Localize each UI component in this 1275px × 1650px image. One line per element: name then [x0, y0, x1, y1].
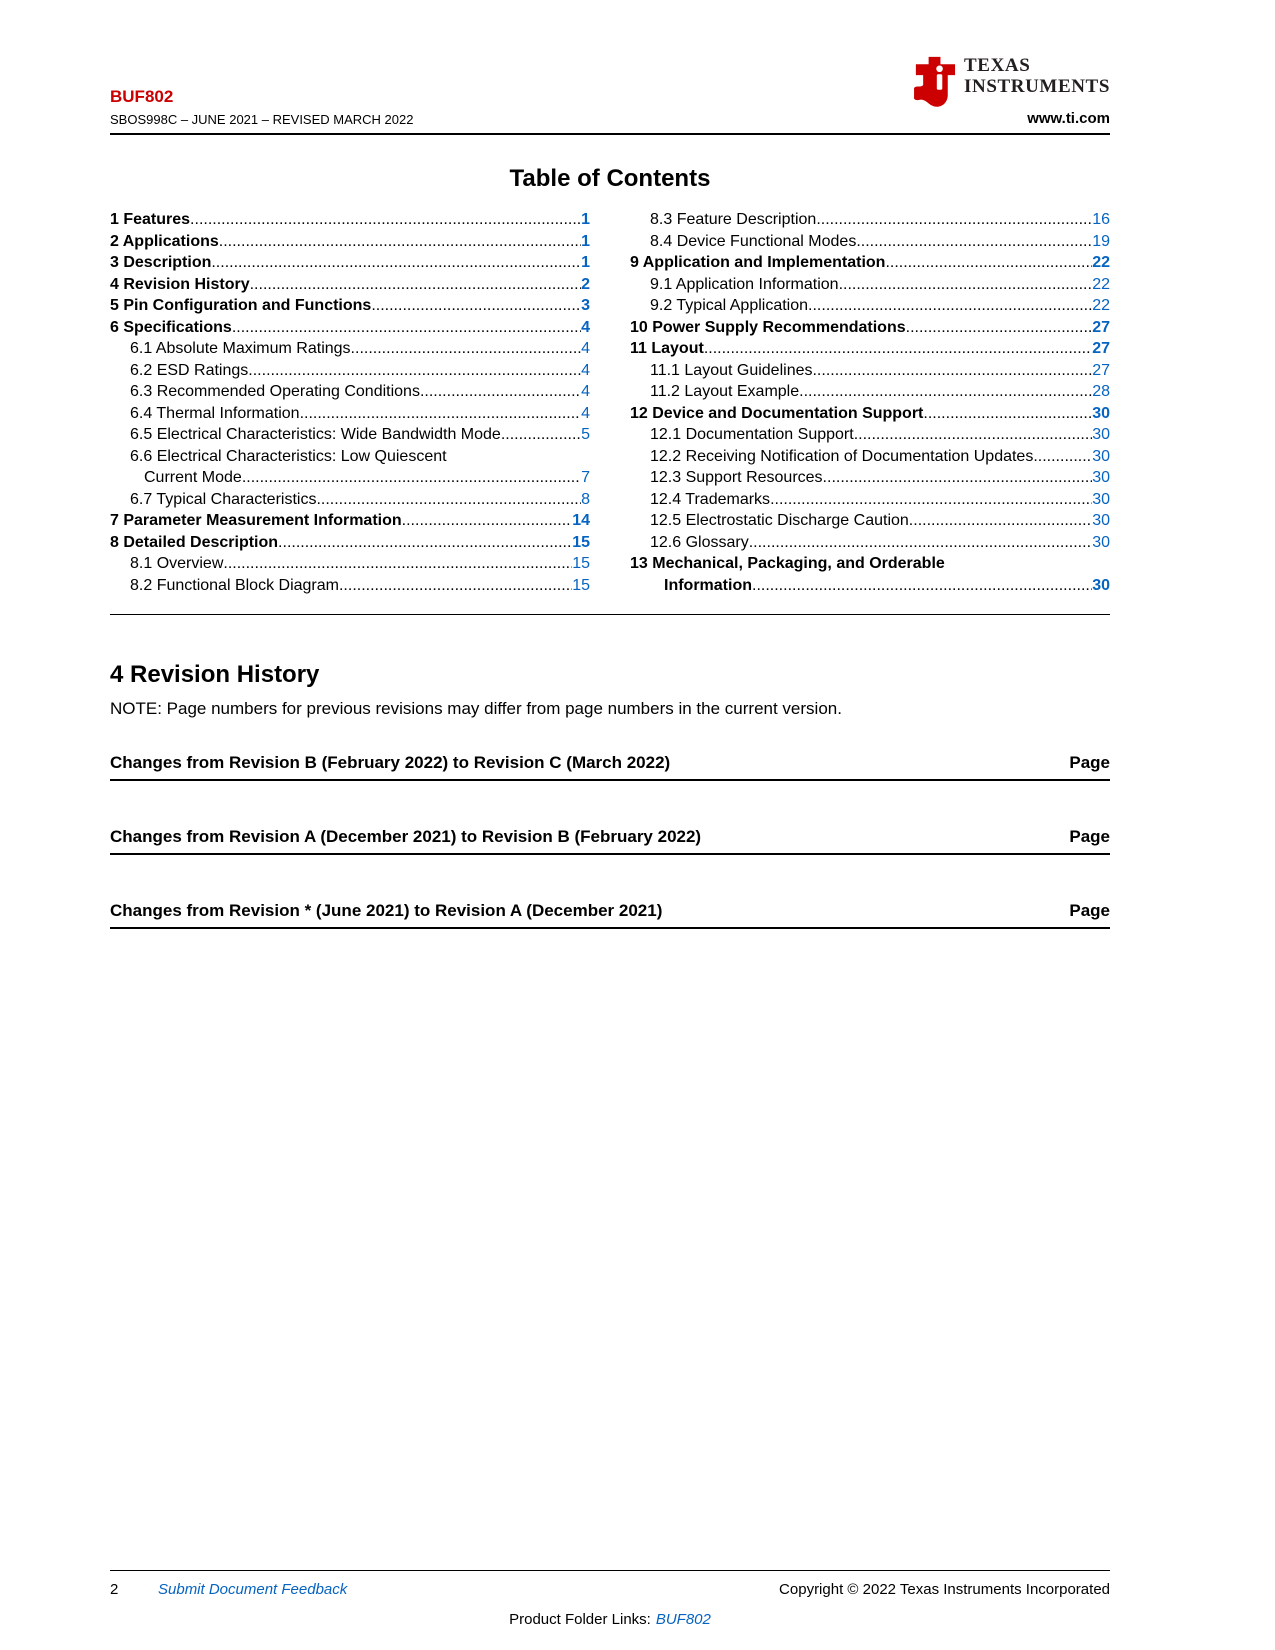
toc-page-link[interactable]: 15: [572, 533, 590, 551]
leader-dots: [749, 532, 1092, 554]
toc-page-link[interactable]: 1: [581, 232, 590, 250]
toc-entry: [630, 381, 1110, 403]
toc-page-link[interactable]: 30: [1092, 490, 1110, 508]
toc-page-link[interactable]: 4: [581, 361, 590, 379]
doc-code: SBOS998C – JUNE 2021 – REVISED MARCH 2022: [110, 112, 414, 127]
header-left: [110, 87, 413, 127]
toc-entry: [110, 381, 590, 403]
leader-dots: [808, 295, 1092, 317]
toc-entry: [110, 403, 590, 425]
toc-entry-title: 11 Layout: [630, 340, 704, 357]
toc-entry-title: 12.5 Electrostatic Discharge Caution: [650, 512, 909, 529]
toc-page-link[interactable]: 22: [1092, 254, 1110, 271]
ti-wordmark-instruments: INSTRUMENTS: [964, 75, 1110, 97]
toc-entry-title: 12.4 Trademarks: [650, 490, 771, 508]
toc-page-link[interactable]: 7: [581, 469, 590, 486]
page-column-label: Page: [1069, 753, 1110, 772]
toc-page-link[interactable]: 14: [572, 512, 590, 529]
toc-entry-title: 12.6 Glossary: [650, 533, 749, 551]
toc-page-link[interactable]: 22: [1092, 297, 1110, 314]
leader-dots: [799, 381, 1092, 403]
toc-entry: [110, 489, 590, 511]
toc-page-link[interactable]: 19: [1092, 232, 1110, 250]
toc-entry: [110, 252, 590, 274]
toc-page-link[interactable]: 16: [1092, 211, 1110, 228]
toc-entry-title: 6.5 Electrical Characteristics: Wide Bandwidth Mode: [130, 426, 501, 443]
revision-heading-row: [110, 827, 1110, 855]
toc-entry: [110, 510, 590, 532]
leader-dots: [501, 424, 581, 446]
toc-page-link[interactable]: 1: [581, 211, 590, 228]
leader-dots: [339, 575, 572, 597]
toc-page-link[interactable]: 22: [1092, 275, 1110, 293]
toc-page-link[interactable]: 30: [1092, 469, 1110, 486]
toc-page-link[interactable]: 4: [581, 404, 590, 422]
leader-dots: [219, 231, 581, 253]
toc-entry: [110, 575, 590, 597]
toc-entry: [630, 467, 1110, 489]
toc-entry: [110, 553, 590, 575]
page-header: [110, 56, 1110, 135]
toc-entry-title: 2 Applications: [110, 232, 219, 250]
leader-dots: [770, 489, 1092, 511]
product-folder-line: [110, 1611, 1110, 1628]
toc-entry-title: 8.2 Functional Block Diagram: [130, 576, 339, 594]
ti-logo: [913, 56, 1110, 107]
toc-entry: [630, 317, 1110, 339]
page-column-label: Page: [1069, 901, 1110, 920]
toc-page-link[interactable]: 4: [581, 340, 590, 357]
toc-entry: [630, 553, 1110, 575]
leader-dots: [316, 489, 581, 511]
leader-dots: [839, 274, 1093, 296]
toc-entry: [110, 446, 590, 468]
toc-entry-title: 6.3 Recommended Operating Conditions: [130, 383, 420, 400]
toc-column-left: [110, 209, 590, 596]
toc-page-link[interactable]: 5: [581, 426, 590, 443]
leader-dots: [250, 274, 581, 296]
toc-page-link[interactable]: 4: [581, 383, 590, 400]
leader-dots: [190, 209, 581, 231]
leader-dots: [704, 338, 1092, 360]
table-of-contents: [110, 209, 1110, 615]
submit-feedback-link[interactable]: Submit Document Feedback: [158, 1581, 348, 1598]
leader-dots: [909, 510, 1092, 532]
product-folder-label: Product Folder Links:: [509, 1611, 651, 1628]
toc-page-link[interactable]: 3: [581, 297, 590, 314]
leader-dots: [752, 575, 1092, 597]
leader-dots: [223, 553, 572, 575]
toc-entry-title: 8.1 Overview: [130, 555, 224, 572]
toc-page-link[interactable]: 30: [1092, 512, 1110, 529]
toc-entry-title: 12.1 Documentation Support: [650, 426, 854, 443]
toc-page-link[interactable]: 30: [1092, 404, 1110, 422]
revision-heading-row: [110, 901, 1110, 929]
toc-entry-title: 12 Device and Documentation Support: [630, 404, 924, 422]
toc-entry-title: 6.6 Electrical Characteristics: Low Quiescent: [130, 447, 447, 465]
toc-entry: [630, 424, 1110, 446]
toc-entry: [110, 209, 590, 231]
toc-entry: [630, 360, 1110, 382]
leader-dots: [371, 295, 581, 317]
toc-entry-title: 4 Revision History: [110, 275, 250, 293]
toc-entry: [110, 295, 590, 317]
toc-entry-title: 13 Mechanical, Packaging, and Orderable: [630, 555, 945, 572]
toc-entry: [630, 338, 1110, 360]
toc-entry-title: 11.1 Layout Guidelines: [650, 361, 813, 379]
toc-entry: [110, 467, 590, 489]
toc-page-link[interactable]: 30: [1092, 447, 1110, 465]
revision-heading: Changes from Revision * (June 2021) to Revision A (December 2021): [110, 901, 663, 920]
ti-logo-icon: [913, 56, 957, 107]
toc-title: Table of Contents: [509, 165, 711, 192]
revision-section: [110, 827, 1110, 855]
footer-page-number: 2: [110, 1581, 119, 1598]
toc-entry: [630, 231, 1110, 253]
toc-entry-title: 6.1 Absolute Maximum Ratings: [130, 340, 351, 357]
toc-entry: [110, 231, 590, 253]
toc-entry: [110, 274, 590, 296]
toc-entry-title: 10 Power Supply Recommendations: [630, 318, 906, 336]
revision-history-sections: [110, 753, 1110, 929]
toc-page-link[interactable]: 4: [581, 318, 590, 336]
toc-entry: [110, 338, 590, 360]
toc-entry: [630, 575, 1110, 597]
revision-section: [110, 901, 1110, 929]
toc-entry-title: 6.4 Thermal Information: [130, 404, 300, 422]
toc-page-link[interactable]: 2: [581, 275, 590, 293]
leader-dots: [242, 467, 581, 489]
toc-entry-title: 9 Application and Implementation: [630, 254, 886, 271]
leader-dots: [823, 467, 1093, 489]
product-folder-link[interactable]: BUF802: [655, 1611, 711, 1628]
header-right: [913, 56, 1110, 127]
leader-dots: [278, 532, 572, 554]
toc-entry-title: 12.3 Support Resources: [650, 469, 823, 486]
toc-page-link[interactable]: 30: [1092, 426, 1110, 443]
leader-dots: [885, 252, 1092, 274]
leader-dots: [300, 403, 582, 425]
toc-entry-title: 8 Detailed Description: [110, 533, 279, 551]
footer-row: [110, 1581, 1110, 1598]
ti-wordmark-texas: TEXAS: [964, 55, 1031, 76]
toc-page-link[interactable]: 27: [1092, 340, 1110, 357]
revision-heading-row: [110, 753, 1110, 781]
revision-history-note: NOTE: Page numbers for previous revisions may differ from page numbers in the current version.: [110, 699, 842, 718]
toc-entry: [110, 317, 590, 339]
toc-entry-title: 7 Parameter Measurement Information: [110, 512, 402, 529]
part-number-link[interactable]: BUF802: [110, 87, 174, 106]
toc-entry-title: 6.2 ESD Ratings: [130, 361, 249, 379]
toc-entry: [110, 532, 590, 554]
toc-entry-title: 3 Description: [110, 254, 212, 271]
toc-entry-title: 6.7 Typical Characteristics: [130, 490, 317, 508]
leader-dots: [812, 360, 1092, 382]
toc-entry-title: Current Mode: [144, 469, 242, 486]
toc-entry: [110, 424, 590, 446]
toc-page-link[interactable]: 30: [1092, 533, 1110, 551]
leader-dots: [420, 381, 581, 403]
toc-entry-title: 6 Specifications: [110, 318, 232, 336]
toc-entry-title: 9.2 Typical Application: [650, 297, 809, 314]
toc-entry: [630, 209, 1110, 231]
toc-page-link[interactable]: 27: [1092, 361, 1110, 379]
leader-dots: [1033, 446, 1092, 468]
toc-entry: [630, 510, 1110, 532]
page-column-label: Page: [1069, 827, 1110, 846]
toc-entry: [630, 252, 1110, 274]
revision-heading: Changes from Revision B (February 2022) to Revision C (March 2022): [110, 753, 671, 772]
toc-entry: [630, 295, 1110, 317]
leader-dots: [854, 424, 1093, 446]
toc-entry: [630, 274, 1110, 296]
toc-entry-title: 11.2 Layout Example: [650, 383, 800, 400]
toc-entry: [630, 403, 1110, 425]
toc-page-link[interactable]: 1: [581, 254, 590, 271]
toc-entry-title: Information: [664, 576, 752, 594]
page-footer: [110, 1570, 1110, 1628]
leader-dots: [211, 252, 581, 274]
toc-entry: [630, 446, 1110, 468]
leader-dots: [856, 231, 1092, 253]
toc-entry-title: 5 Pin Configuration and Functions: [110, 297, 372, 314]
leader-dots: [816, 209, 1092, 231]
toc-page-link[interactable]: 27: [1092, 318, 1110, 336]
toc-page-link[interactable]: 15: [572, 555, 590, 572]
toc-entry-title: 1 Features: [110, 211, 191, 228]
leader-dots: [906, 317, 1093, 339]
revision-section: [110, 753, 1110, 781]
toc-page-link[interactable]: 15: [572, 576, 590, 594]
copyright-text: Copyright © 2022 Texas Instruments Incorporated: [779, 1581, 1110, 1598]
leader-dots: [232, 317, 581, 339]
leader-dots: [248, 360, 581, 382]
toc-entry: [630, 532, 1110, 554]
toc-entry: [110, 360, 590, 382]
leader-dots: [402, 510, 573, 532]
leader-dots: [351, 338, 582, 360]
toc-entry-title: 12.2 Receiving Notification of Documentation Updates: [650, 447, 1034, 465]
toc-entry-title: 9.1 Application Information: [650, 275, 839, 293]
toc-column-right: [630, 209, 1110, 596]
toc-page-link[interactable]: 28: [1092, 383, 1110, 400]
toc-page-link[interactable]: 8: [581, 490, 590, 508]
toc-page-link[interactable]: 30: [1092, 576, 1110, 594]
toc-entry: [630, 489, 1110, 511]
ti-wordmark: [964, 56, 1110, 98]
toc-entry-title: 8.3 Feature Description: [650, 211, 817, 228]
leader-dots: [923, 403, 1092, 425]
toc-entry-title: 8.4 Device Functional Modes: [650, 232, 857, 250]
ti-website-link[interactable]: www.ti.com: [1027, 110, 1110, 127]
revision-history-title: 4 Revision History: [110, 661, 320, 688]
revision-heading: Changes from Revision A (December 2021) to Revision B (February 2022): [110, 827, 702, 846]
